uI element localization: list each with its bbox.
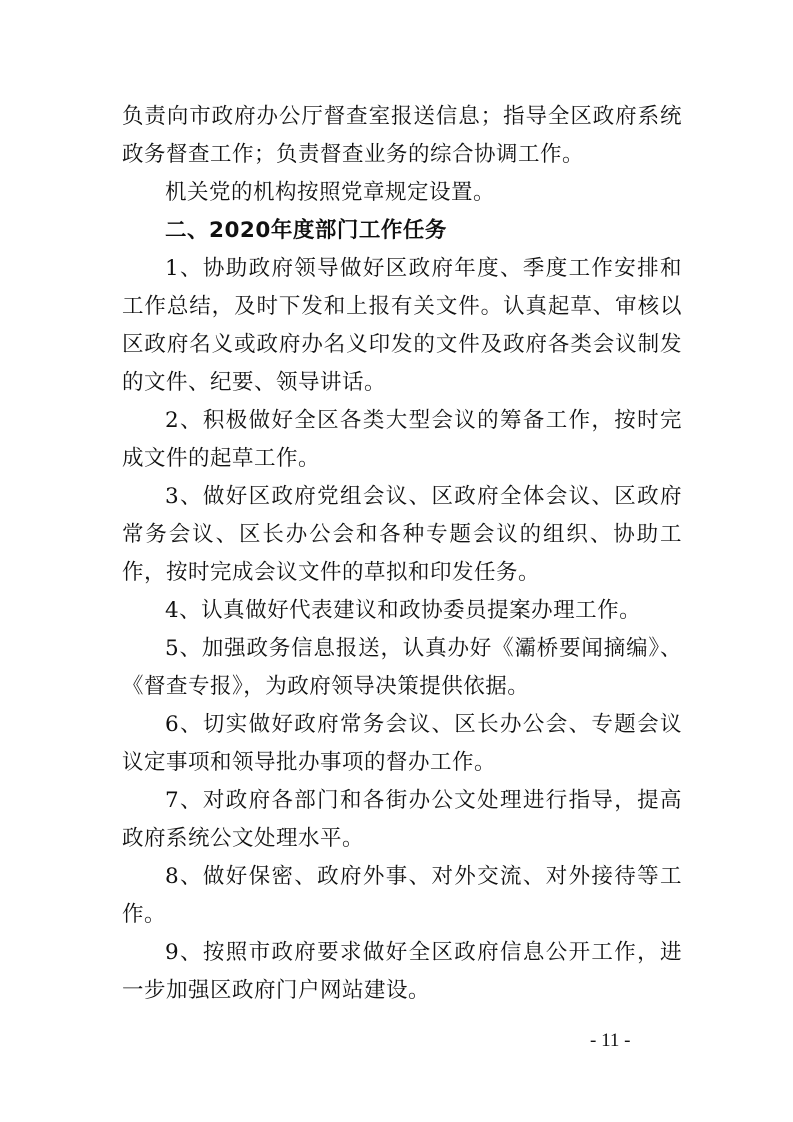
task-item-9: 9、按照市政府要求做好全区政府信息公开工作，进一步加强区政府门户网站建设。	[122, 940, 682, 1003]
task-item-5: 5、加强政务信息报送，认真办好《灞桥要闻摘编》、《督查专报》，为政府领导决策提供依据。	[122, 636, 682, 699]
task-item-8: 8、做好保密、政府外事、对外交流、对外接待等工作。	[122, 864, 682, 927]
task-item-2: 2、积极做好全区各类大型会议的筹备工作，按时完成文件的起草工作。	[122, 408, 682, 471]
paragraph-supervision-duties: 负责向市政府办公厅督查室报送信息；指导全区政府系统政务督查工作；负责督查业务的综合协调工作。	[122, 104, 682, 167]
page-number: - 11 -	[590, 1030, 631, 1051]
task-item-1: 1、协助政府领导做好区政府年度、季度工作安排和工作总结，及时下发和上报有关文件。认真起草、审核以区政府名义或政府办名义印发的文件及政府各类会议制发的文件、纪要、领导讲话。	[122, 256, 682, 395]
task-item-4: 4、认真做好代表建议和政协委员提案办理工作。	[165, 598, 642, 623]
task-item-7: 7、对政府各部门和各街办公文处理进行指导，提高政府系统公文处理水平。	[122, 788, 682, 851]
task-item-6: 6、切实做好政府常务会议、区长办公会、专题会议议定事项和领导批办事项的督办工作。	[122, 712, 682, 775]
document-body	[122, 98, 682, 1010]
section-heading: 二、2020年度部门工作任务	[165, 218, 447, 243]
paragraph-party-organization: 机关党的机构按照党章规定设置。	[165, 180, 496, 205]
task-item-3: 3、做好区政府党组会议、区政府全体会议、区政府常务会议、区长办公会和各种专题会议的组织、协助工作，按时完成会议文件的草拟和印发任务。	[122, 484, 682, 585]
